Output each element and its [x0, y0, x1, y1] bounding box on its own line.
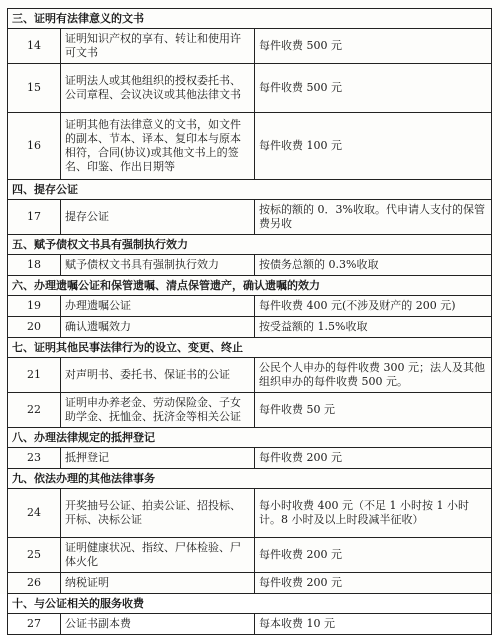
table-row: [8, 573, 492, 594]
item-number: 17: [8, 200, 61, 235]
section-row: [8, 594, 492, 614]
item-description: 办理遗嘱公证: [61, 296, 255, 317]
item-description: 开奖抽号公证、拍卖公证、招投标、开标、决标公证: [61, 489, 255, 538]
section-row: [8, 9, 492, 29]
table-row: [8, 448, 492, 469]
item-fee: 每件收费 50 元: [255, 393, 492, 428]
item-fee: 每件收费 400 元(不涉及财产的 200 元): [255, 296, 492, 317]
section-row: [8, 180, 492, 200]
item-fee: 每件收费 100 元: [255, 113, 492, 180]
item-number: 15: [8, 64, 61, 113]
table-row: [8, 393, 492, 428]
fee-schedule-table: [7, 8, 492, 635]
section-heading: 四、提存公证: [8, 180, 492, 200]
section-row: [8, 235, 492, 255]
item-fee: 每本收费 10 元: [255, 614, 492, 635]
section-heading: 七、证明其他民事法律行为的设立、变更、终止: [8, 338, 492, 358]
section-row: [8, 428, 492, 448]
item-number: 24: [8, 489, 61, 538]
item-number: 26: [8, 573, 61, 594]
item-fee: 每件收费 200 元: [255, 538, 492, 573]
item-number: 22: [8, 393, 61, 428]
table-row: [8, 538, 492, 573]
item-fee: 每小时收费 400 元（不足 1 小时按 1 小时计。8 小时及以上时段减半征收）: [255, 489, 492, 538]
item-description: 证明知识产权的享有、转让和使用许可文书: [61, 29, 255, 64]
section-row: [8, 276, 492, 296]
item-description: 公证书副本费: [61, 614, 255, 635]
item-description: 证明法人或其他组织的授权委托书、公司章程、会议决议或其他法律文书: [61, 64, 255, 113]
table-row: [8, 255, 492, 276]
item-number: 25: [8, 538, 61, 573]
item-fee: 按受益额的 1.5%收取: [255, 317, 492, 338]
table-row: [8, 317, 492, 338]
item-fee: 按标的额的 0．3%收取。代申请人支付的保管费另收: [255, 200, 492, 235]
section-heading: 五、赋予债权文书具有强制执行效力: [8, 235, 492, 255]
table-row: [8, 489, 492, 538]
table-row: [8, 64, 492, 113]
item-description: 证明申办养老金、劳动保险金、子女助学金、抚恤金、抚济金等相关公证: [61, 393, 255, 428]
item-number: 23: [8, 448, 61, 469]
item-fee: 每件收费 500 元: [255, 64, 492, 113]
item-fee: 公民个人申办的每件收费 300 元；法人及其他组织申办的每件收费 500 元。: [255, 358, 492, 393]
item-description: 证明健康状况、指纹、尸体检验、尸体火化: [61, 538, 255, 573]
item-number: 27: [8, 614, 61, 635]
section-heading: 六、办理遗嘱公证和保管遗嘱、清点保管遗产，确认遗嘱的效力: [8, 276, 492, 296]
item-number: 21: [8, 358, 61, 393]
item-number: 16: [8, 113, 61, 180]
item-fee: 每件收费 200 元: [255, 573, 492, 594]
item-description: 抵押登记: [61, 448, 255, 469]
item-fee: 每件收费 200 元: [255, 448, 492, 469]
item-description: 确认遗嘱效力: [61, 317, 255, 338]
item-number: 18: [8, 255, 61, 276]
table-row: [8, 200, 492, 235]
section-row: [8, 338, 492, 358]
item-fee: 每件收费 500 元: [255, 29, 492, 64]
table-row: [8, 113, 492, 180]
item-number: 14: [8, 29, 61, 64]
section-heading: 三、证明有法律意义的文书: [8, 9, 492, 29]
item-description: 纳税证明: [61, 573, 255, 594]
item-fee: 按债务总额的 0.3%收取: [255, 255, 492, 276]
section-heading: 八、办理法律规定的抵押登记: [8, 428, 492, 448]
section-heading: 十、与公证相关的服务收费: [8, 594, 492, 614]
item-number: 20: [8, 317, 61, 338]
table-row: [8, 358, 492, 393]
table-row: [8, 296, 492, 317]
table-row: [8, 614, 492, 635]
item-description: 提存公证: [61, 200, 255, 235]
section-row: [8, 469, 492, 489]
item-description: 证明其他有法律意义的文书，如文件的副本、节本、译本、复印本与原本相符，合同(协议)或其他文书上的签名、印鉴、作出日期等: [61, 113, 255, 180]
item-number: 19: [8, 296, 61, 317]
table-row: [8, 29, 492, 64]
section-heading: 九、依法办理的其他法律事务: [8, 469, 492, 489]
item-description: 对声明书、委托书、保证书的公证: [61, 358, 255, 393]
item-description: 赋予债权文书具有强制执行效力: [61, 255, 255, 276]
